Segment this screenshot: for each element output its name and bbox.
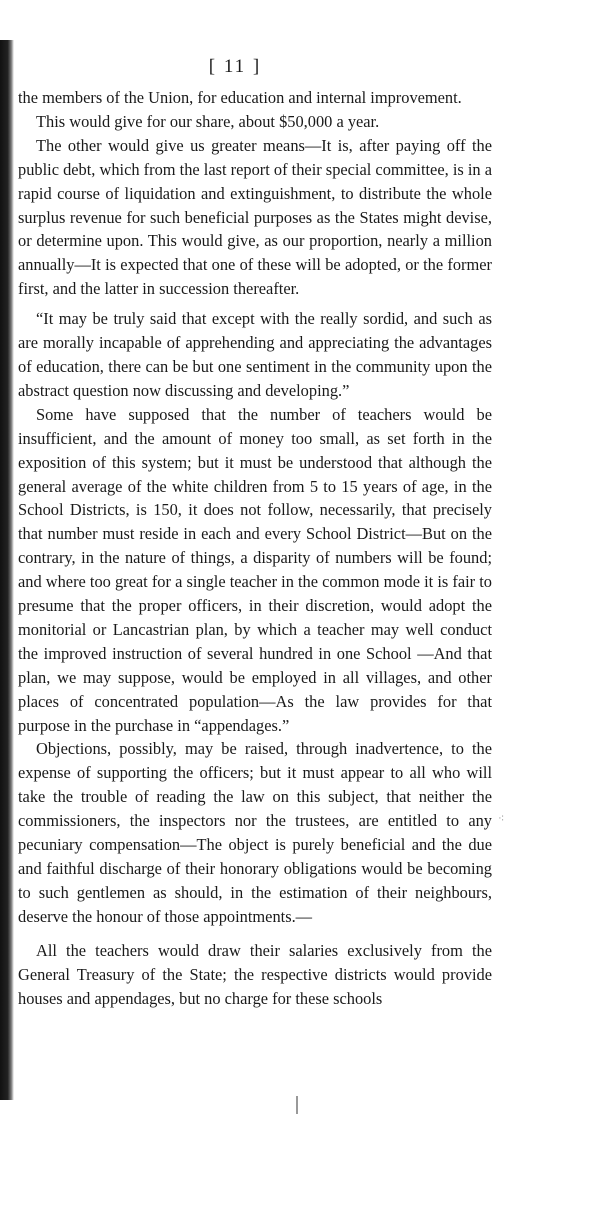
page-number: [ 11 ]: [208, 56, 262, 77]
paragraph-surplus-revenue: The other would give us greater means—It is, after paying off the public debt, which from the last report of their special committee, is in a rapid course of liquidation and extinguishment, to distribute the whole surplus revenue for such beneficial purposes as the States might devise, or determine upon. This would give, as our proportion, nearly a million annually—It is expected that one of these will be adopted, or the former first, and the latter in succession thereafter.: [18, 135, 492, 299]
paragraph-share: This would give for our share, about $50,000 a year.: [36, 111, 380, 131]
paragraph-continuation: the members of the Union, for education and internal improvement.: [18, 88, 462, 107]
document-body: [18, 86, 492, 1010]
paper-speck: ⁖: [498, 813, 505, 825]
paragraph-objections: Objections, possibly, may be raised, through inadvertence, to the expense of supporting the officers; but it must appear to all who will take the trouble of reading the law on this subject, that neither the commissioners, the inspectors nor the trustees, are entitled to any pecuniary compensation—The object is purely beneficial and the due and faithful discharge of their honorary obligations would be becoming to such gentlemen as should, in the estimation of their neighbours, deserve the honour of those appointments.—: [18, 739, 492, 926]
paragraph-quotation: “It may be truly said that except with the really sordid, and such as are morally incapable of apprehending and appreciating the advantages of education, there can be but one sentiment in the community upon the abstract question now discussing and developing.”: [18, 309, 492, 400]
paragraph-teachers: Some have supposed that the number of teachers would be insufficient, and the amount of money too small, as set forth in the exposition of this system; but it must be understood that although the general average of the white children from 5 to 15 years of age, in the School Districts, is 150, it does not follow, necessarily, that precisely that number must reside in each and every School District—But on the contrary, in the nature of things, a disparity of numbers will be found; and where too great for a single teacher in the common mode it is fair to presume that the proper officers, in their discretion, would adopt the monitorial or Lancastrian plan, by which a teacher may well conduct the improved instruction of several hundred in one School —And that plan, we may suppose, would be employed in all villages, and other places of concentrated population—As the law provides for that purpose in the purchase in “appendages.”: [18, 404, 492, 735]
paragraph-salaries: All the teachers would draw their salaries exclusively from the General Treasury of the State; the respective districts would provide houses and appendages, but no charge for these schools: [18, 940, 492, 1008]
stray-ink-mark: [296, 1096, 298, 1114]
binding-edge: [0, 40, 14, 1100]
